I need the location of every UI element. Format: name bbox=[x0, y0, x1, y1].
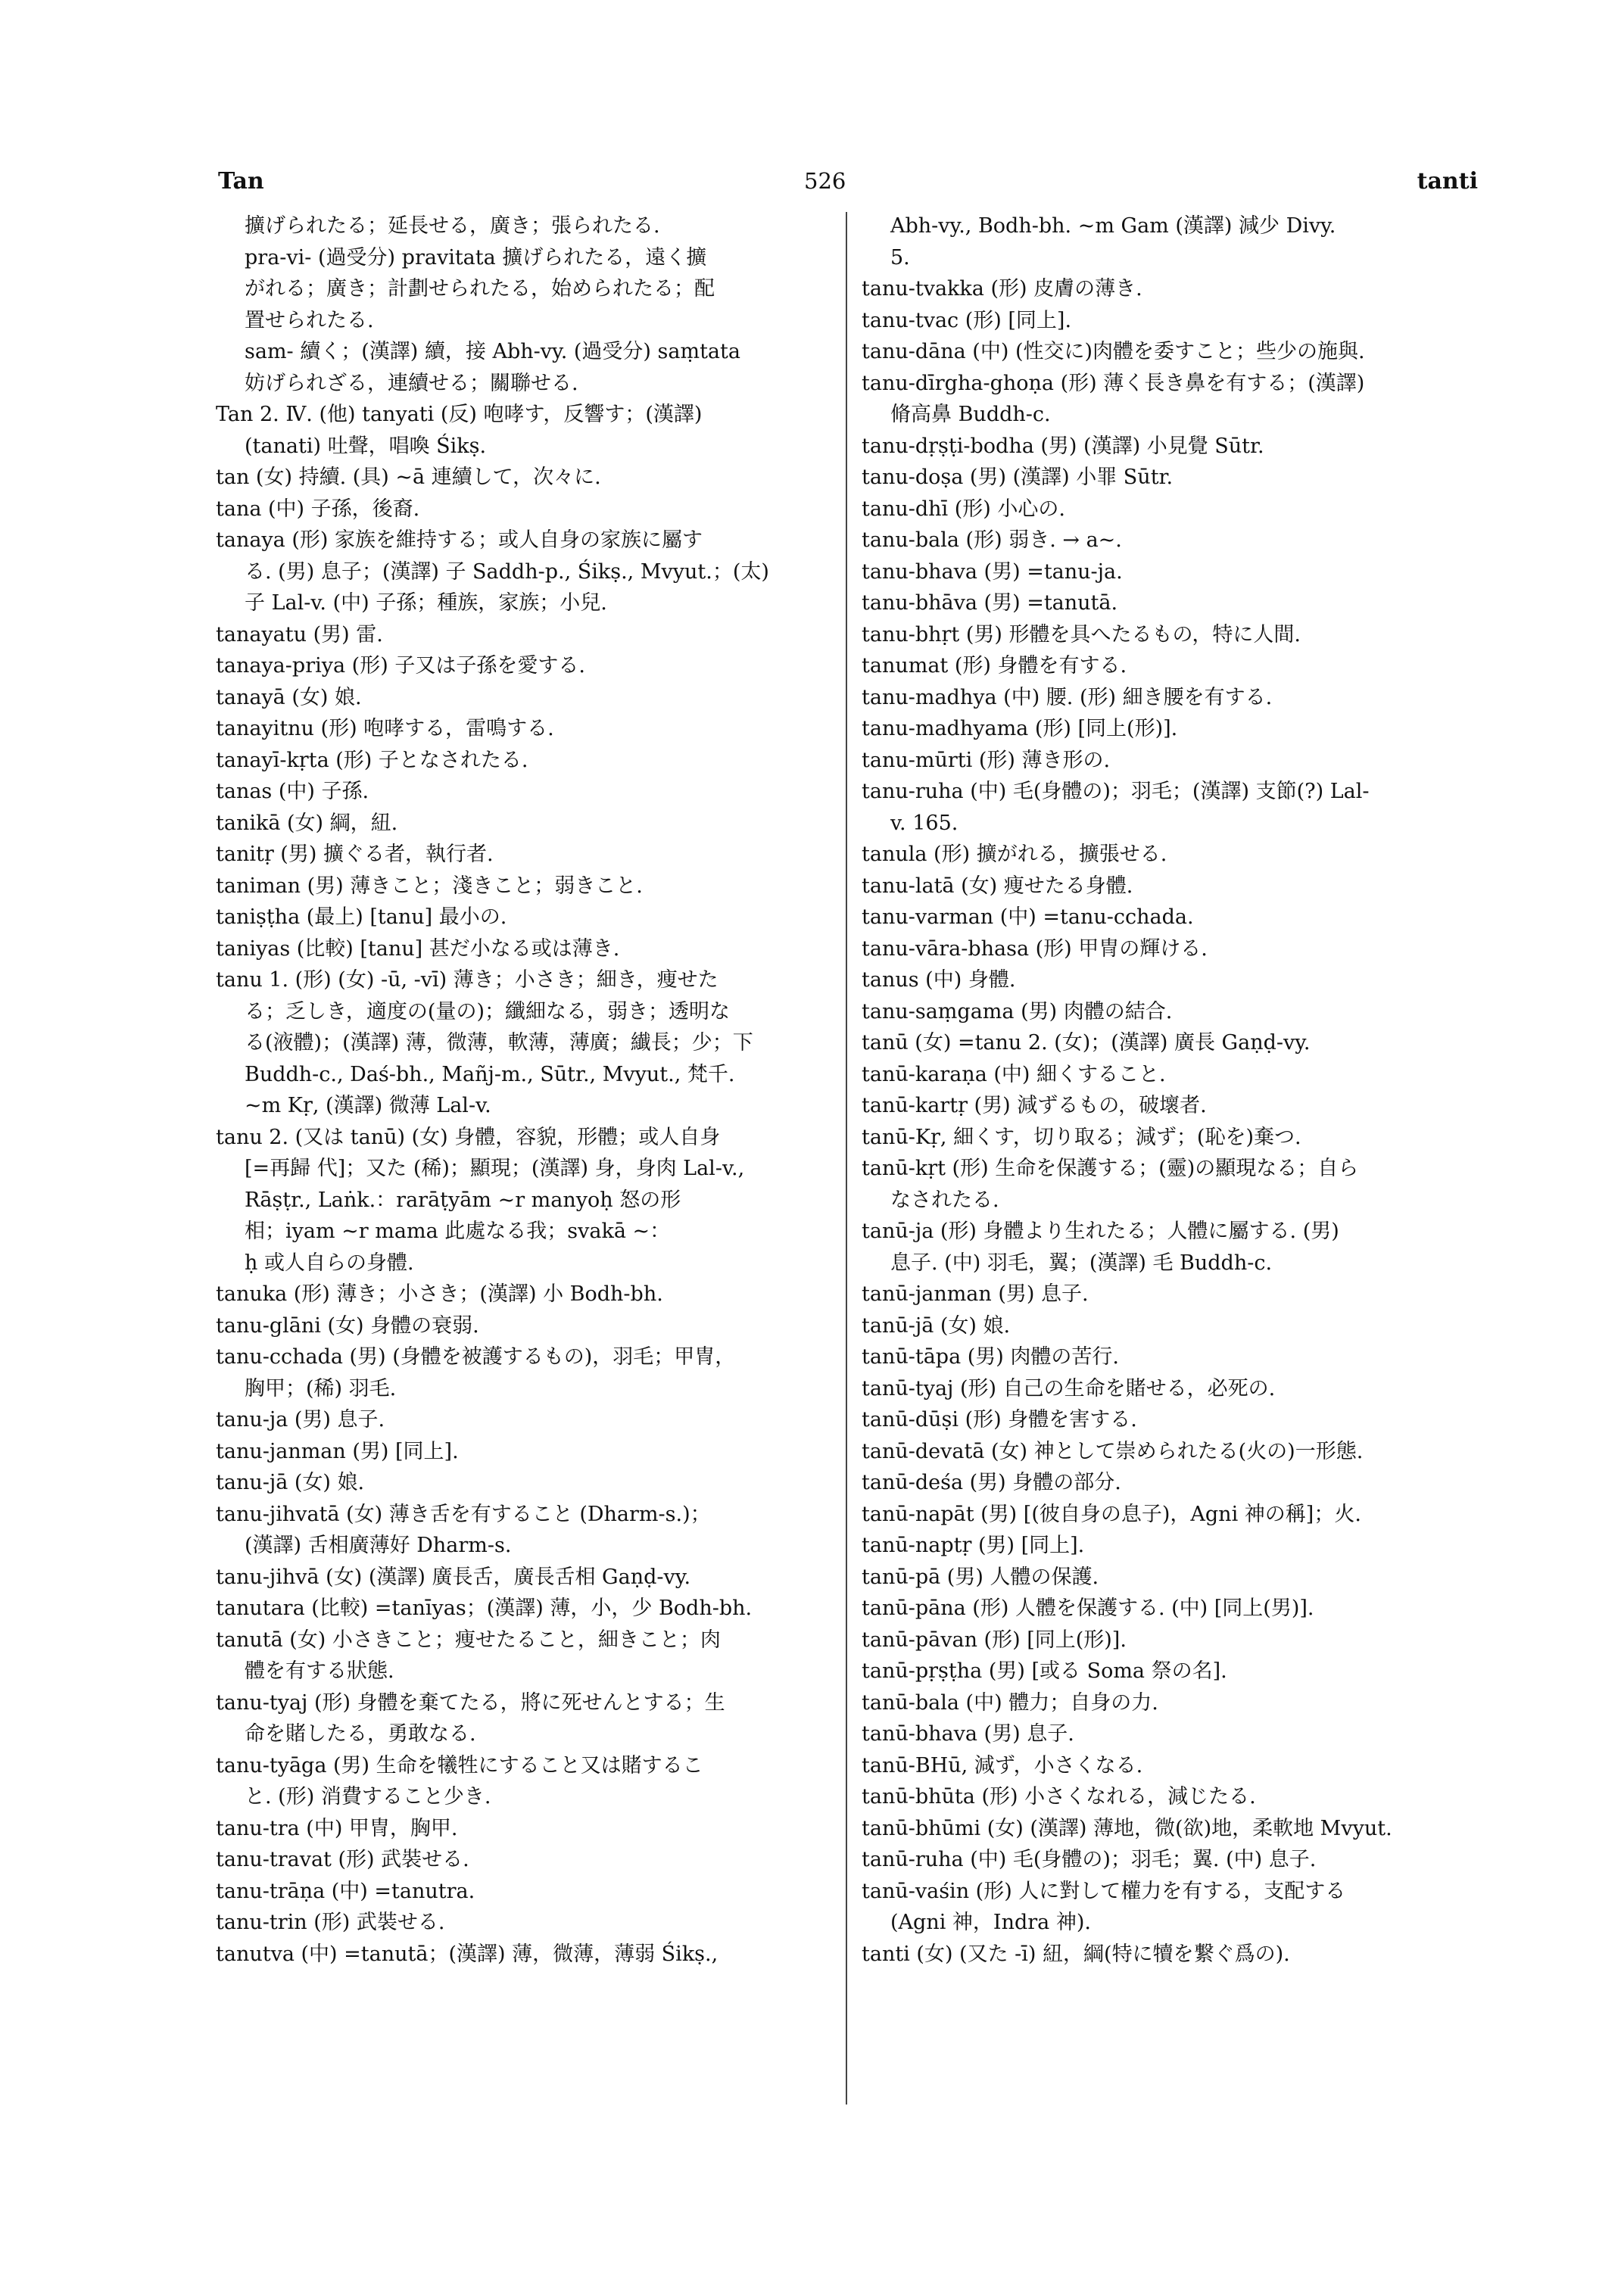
dictionary-line: tanū-BHū, 減ず，小さくなる. bbox=[862, 1753, 1143, 1777]
dictionary-line: tanū-karaṇa (中) 細くすること. bbox=[862, 1062, 1166, 1086]
dictionary-line: がれる；廣き；計劃せられたる，始められたる；配 bbox=[245, 277, 715, 301]
dictionary-line: tanu-tvakka (形) 皮膚の薄き. bbox=[862, 277, 1142, 301]
dictionary-line: る；乏しき，適度の(量の)；纖細なる，弱き；透明な bbox=[245, 999, 730, 1023]
dictionary-line: tanū-naptṛ (男) [同上]. bbox=[862, 1534, 1085, 1557]
dictionary-line: tanutara (比較) =tanīyas；(漢譯) 薄，小，少 Bodh-bh. bbox=[216, 1597, 753, 1620]
dictionary-line: tanu-dāna (中) (性交に)肉體を委すこと；些少の施與. bbox=[862, 340, 1365, 363]
dictionary-line: 妨げられざる，連續せる；關聯せる. bbox=[245, 371, 578, 395]
dictionary-line: tanu 2. (又は tanū) (女) 身體，容貌，形體；或人自身 bbox=[216, 1125, 721, 1149]
dictionary-line: tanū-bala (中) 體力；自身の力. bbox=[862, 1690, 1158, 1715]
dictionary-line: tanayī-kṛta (形) 子となされたる. bbox=[216, 748, 528, 772]
dictionary-line: tanu-saṃgama (男) 肉體の結合. bbox=[862, 999, 1173, 1023]
dictionary-line: tanū-bhūta (形) 小さくなれる，減じたる. bbox=[862, 1785, 1256, 1809]
dictionary-line: tanū-kṛt (形) 生命を保護する；(靈)の顯現なる；自ら bbox=[862, 1157, 1359, 1180]
dictionary-line: tanū-pāvan (形) [同上(形)]. bbox=[862, 1628, 1127, 1652]
dictionary-line: Rāṣṭr., Laṅk.：rarāṭyām ~r manyoḥ 怒の形 bbox=[245, 1188, 681, 1212]
dictionary-line: 擴げられたる；延長せる，廣き；張られたる. bbox=[245, 214, 660, 238]
dictionary-line: tanū-jā (女) 娘. bbox=[862, 1313, 1011, 1338]
dictionary-line: 命を賭したる，勇敢なる. bbox=[245, 1722, 476, 1746]
dictionary-line: と. (形) 消費すること少き. bbox=[245, 1785, 491, 1809]
dictionary-line: [=再歸 代]；又た (稀)；顯現；(漢譯) 身，身肉 Lal-v., bbox=[245, 1157, 745, 1180]
dictionary-line: (漢譯) 舌相廣薄好 Dharm-s. bbox=[245, 1534, 512, 1557]
dictionary-line: tanu-janman (男) [同上]. bbox=[216, 1439, 459, 1463]
dictionary-line: tanu-ruha (中) 毛(身體の)；羽毛；(漢譯) 支節(?) Lal- bbox=[862, 780, 1370, 803]
dictionary-line: tanu-bhava (男) =tanu-ja. bbox=[862, 559, 1123, 584]
dictionary-line: 相；iyam ~r mama 此處なる我；svakā ~： bbox=[245, 1220, 671, 1243]
dictionary-line: る. (男) 息子；(漢譯) 子 Saddh-p., Śikṣ., Mvyut.；(太) bbox=[245, 559, 769, 584]
dictionary-line: tanutā (女) 小さきこと；痩せたること，細きこと；肉 bbox=[216, 1628, 721, 1652]
dictionary-line: tanu-jihvatā (女) 薄き舌を有すること (Dharm-s.)； bbox=[216, 1502, 711, 1526]
dictionary-line: tanu-cchada (男) (身體を被護するもの)，羽毛；甲冑， bbox=[216, 1345, 736, 1369]
dictionary-line: tanū-pā (男) 人體の保護. bbox=[862, 1565, 1099, 1589]
dictionary-line: 體を有する狀態. bbox=[245, 1659, 394, 1683]
right-column bbox=[862, 210, 1475, 1970]
dictionary-line: tanū-tāpa (男) 肉體の苦行. bbox=[862, 1345, 1119, 1369]
dictionary-line: tanu-glāni (女) 身體の衰弱. bbox=[216, 1313, 479, 1338]
dictionary-line: tanu-varman (中) =tanu-cchada. bbox=[862, 905, 1194, 929]
dictionary-line: 脩高鼻 Buddh-c. bbox=[890, 403, 1051, 426]
dictionary-line: tanu-tra (中) 甲冑，胸甲. bbox=[216, 1816, 458, 1840]
dictionary-line: tanayitnu (形) 咆哮する，雷鳴する. bbox=[216, 717, 554, 740]
dictionary-line: tanū-tyaj (形) 自己の生命を賭せる，必死の. bbox=[862, 1376, 1276, 1400]
dictionary-line: tanū-pṛṣṭha (男) [或る Soma 祭の名]. bbox=[862, 1659, 1227, 1683]
dictionary-line: ḥ 或人自らの身體. bbox=[245, 1251, 414, 1275]
dictionary-line: tanu-doṣa (男) (漢譯) 小罪 Sūtr. bbox=[862, 466, 1174, 489]
dictionary-line: tanu-tvac (形) [同上]. bbox=[862, 308, 1072, 332]
dictionary-line: tanū-bhava (男) 息子. bbox=[862, 1722, 1074, 1746]
dictionary-line: Abh-vy., Bodh-bh. ~m Gam (漢譯) 減少 Divy. bbox=[890, 214, 1336, 238]
dictionary-line: v. 165. bbox=[890, 811, 959, 835]
dictionary-line: 置せられたる. bbox=[245, 308, 374, 332]
dictionary-line: tanu-dīrgha-ghoṇa (形) 薄く長き鼻を有する；(漢譯) bbox=[862, 371, 1365, 395]
dictionary-line: tanū-bhūmi (女) (漢譯) 薄地，微(欲)地，柔軟地 Mvyut. bbox=[862, 1816, 1392, 1840]
dictionary-line: tanayā (女) 娘. bbox=[216, 685, 362, 709]
running-head-left: Tan bbox=[218, 168, 264, 195]
dictionary-line: tanu-tyaj (形) 身體を棄てたる，將に死せんとする；生 bbox=[216, 1690, 725, 1715]
dictionary-line: tanu-travat (形) 武裝せる. bbox=[216, 1848, 469, 1871]
dictionary-line: tanu-trin (形) 武裝せる. bbox=[216, 1911, 445, 1934]
dictionary-line: tanu-madhya (中) 腰. (形) 細き腰を有する. bbox=[862, 685, 1273, 709]
dictionary-line: tanū-deśa (男) 身體の部分. bbox=[862, 1471, 1121, 1494]
dictionary-line: tanū-ruha (中) 毛(身體の)；羽毛；翼. (中) 息子. bbox=[862, 1848, 1317, 1871]
dictionary-line: taniman (男) 薄きこと；淺きこと；弱きこと. bbox=[216, 874, 643, 898]
dictionary-line: tanu-mūrti (形) 薄き形の. bbox=[862, 748, 1111, 772]
dictionary-line: 5. bbox=[890, 245, 910, 269]
dictionary-line: 息子. (中) 羽毛，翼；(漢譯) 毛 Buddh-c. bbox=[890, 1251, 1273, 1275]
dictionary-line: tanu-latā (女) 痩せたる身體. bbox=[862, 874, 1133, 898]
left-column bbox=[216, 210, 835, 1970]
dictionary-line: tanaya-priya (形) 子又は子孫を愛する. bbox=[216, 654, 585, 678]
dictionary-line: tanū-pāna (形) 人體を保護する. (中) [同上(男)]. bbox=[862, 1597, 1314, 1620]
dictionary-line: tanū-napāt (男) [(彼自身の息子)，Agni 神の稱]；火. bbox=[862, 1502, 1361, 1526]
dictionary-line: tanula (形) 擴がれる，擴張せる. bbox=[862, 843, 1167, 866]
dictionary-line: tanū (女) =tanu 2. (女)；(漢譯) 廣長 Gaṇḍ-vy. bbox=[862, 1031, 1311, 1055]
dictionary-line: る(液體)；(漢譯) 薄，微薄，軟薄，薄廣；纎長；少；下 bbox=[245, 1031, 753, 1055]
dictionary-line: tanū-dūṣi (形) 身體を害する. bbox=[862, 1408, 1137, 1432]
dictionary-line: tanū-vaśin (形) 人に對して權力を有する，支配する bbox=[862, 1879, 1346, 1903]
dictionary-line: sam- 續く；(漢譯) 續，接 Abh-vy. (過受分) saṃtata bbox=[245, 340, 740, 363]
dictionary-line: Tan 2. Ⅳ. (他) tanyati (反) 咆哮す，反響す；(漢譯) bbox=[216, 403, 703, 426]
dictionary-line: tanū-kartṛ (男) 減ずるもの，破壞者. bbox=[862, 1094, 1207, 1117]
dictionary-line: tanu-bhāva (男) =tanutā. bbox=[862, 591, 1118, 615]
dictionary-line: tanu 1. (形) (女) -ū, -vī) 薄き；小さき；細き，痩せた bbox=[216, 968, 718, 992]
dictionary-line: tanu-jā (女) 娘. bbox=[216, 1471, 365, 1494]
dictionary-line: tanus (中) 身體. bbox=[862, 968, 1016, 992]
dictionary-line: tanikā (女) 綱，紐. bbox=[216, 811, 398, 835]
dictionary-line: tanti (女) (又た -ī) 紐，綱(特に犢を繋ぐ爲の). bbox=[862, 1942, 1290, 1966]
dictionary-line: tanu-tyāga (男) 生命を犧牲にすること又は賭するこ bbox=[216, 1753, 703, 1777]
dictionary-line: tanayatu (男) 雷. bbox=[216, 622, 383, 646]
dictionary-line: taniyas (比較) [tanu] 甚だ小なる或は薄き. bbox=[216, 936, 620, 961]
dictionary-line: tanas (中) 子孫. bbox=[216, 780, 369, 803]
dictionary-line: tanu-bala (形) 弱き. → a~. bbox=[862, 528, 1122, 552]
dictionary-line: tanitṛ (男) 擴ぐる者，執行者. bbox=[216, 843, 494, 866]
dictionary-line: tanu-ja (男) 息子. bbox=[216, 1408, 385, 1432]
dictionary-line: tan (女) 持續. (具) ~ā 連續して，次々に. bbox=[216, 466, 601, 489]
dictionary-line: (Agni 神，Indra 神). bbox=[890, 1911, 1091, 1934]
dictionary-line: tanu-jihvā (女) (漢譯) 廣長舌，廣長舌相 Gaṇḍ-vy. bbox=[216, 1565, 691, 1589]
dictionary-line: tanu-madhyama (形) [同上(形)]. bbox=[862, 717, 1178, 740]
dictionary-line: tanu-trāṇa (中) =tanutra. bbox=[216, 1879, 475, 1903]
dictionary-line: なされたる. bbox=[890, 1188, 999, 1212]
dictionary-line: tanumat (形) 身體を有する. bbox=[862, 654, 1127, 678]
dictionary-line: tanu-dhī (形) 小心の. bbox=[862, 497, 1065, 521]
dictionary-line: tanū-janman (男) 息子. bbox=[862, 1282, 1089, 1306]
dictionary-line: tanu-dṛṣṭi-bodha (男) (漢譯) 小見覺 Sūtr. bbox=[862, 434, 1264, 458]
running-head-right: tanti bbox=[1417, 168, 1478, 195]
dictionary-line: taniṣṭha (最上) [tanu] 最小の. bbox=[216, 905, 507, 929]
dictionary-line: tanu-bhṛt (男) 形體を具へたるもの，特に人間. bbox=[862, 622, 1301, 646]
dictionary-line: tanū-Kṛ, 細くす，切り取る；減ず；(恥を)棄つ. bbox=[862, 1125, 1301, 1149]
column-divider bbox=[846, 212, 847, 2105]
dictionary-line: Buddh-c., Daś-bh., Mañj-m., Sūtr., Mvyut., 梵千. bbox=[245, 1062, 735, 1086]
dictionary-line: tanutva (中) =tanutā；(漢譯) 薄，微薄，薄弱 Śikṣ., bbox=[216, 1942, 718, 1966]
dictionary-line: ~m Kṛ, (漢譯) 微薄 Lal-v. bbox=[245, 1094, 491, 1117]
dictionary-line: 胸甲；(稀) 羽毛. bbox=[245, 1376, 397, 1400]
dictionary-line: tanaya (形) 家族を維持する；或人自身の家族に屬す bbox=[216, 528, 703, 552]
dictionary-line: tanū-ja (形) 身體より生れたる；人體に屬する. (男) bbox=[862, 1220, 1339, 1243]
page-number: 526 bbox=[804, 168, 846, 194]
dictionary-line: tanuka (形) 薄き；小さき；(漢譯) 小 Bodh-bh. bbox=[216, 1282, 663, 1306]
dictionary-line: tanu-vāra-bhasa (形) 甲冑の輝ける. bbox=[862, 936, 1208, 961]
dictionary-line: 子 Lal-v. (中) 子孫；種族，家族；小兒. bbox=[245, 591, 607, 615]
dictionary-line: (tanati) 吐聲，唱喚 Śikṣ. bbox=[245, 434, 487, 458]
dictionary-line: pra-vi- (過受分) pravitata 擴げられたる，遠く擴 bbox=[245, 245, 707, 269]
dictionary-line: tanū-devatā (女) 神として崇められたる(火の)一形態. bbox=[862, 1439, 1364, 1463]
dictionary-line: tana (中) 子孫，後裔. bbox=[216, 497, 420, 521]
